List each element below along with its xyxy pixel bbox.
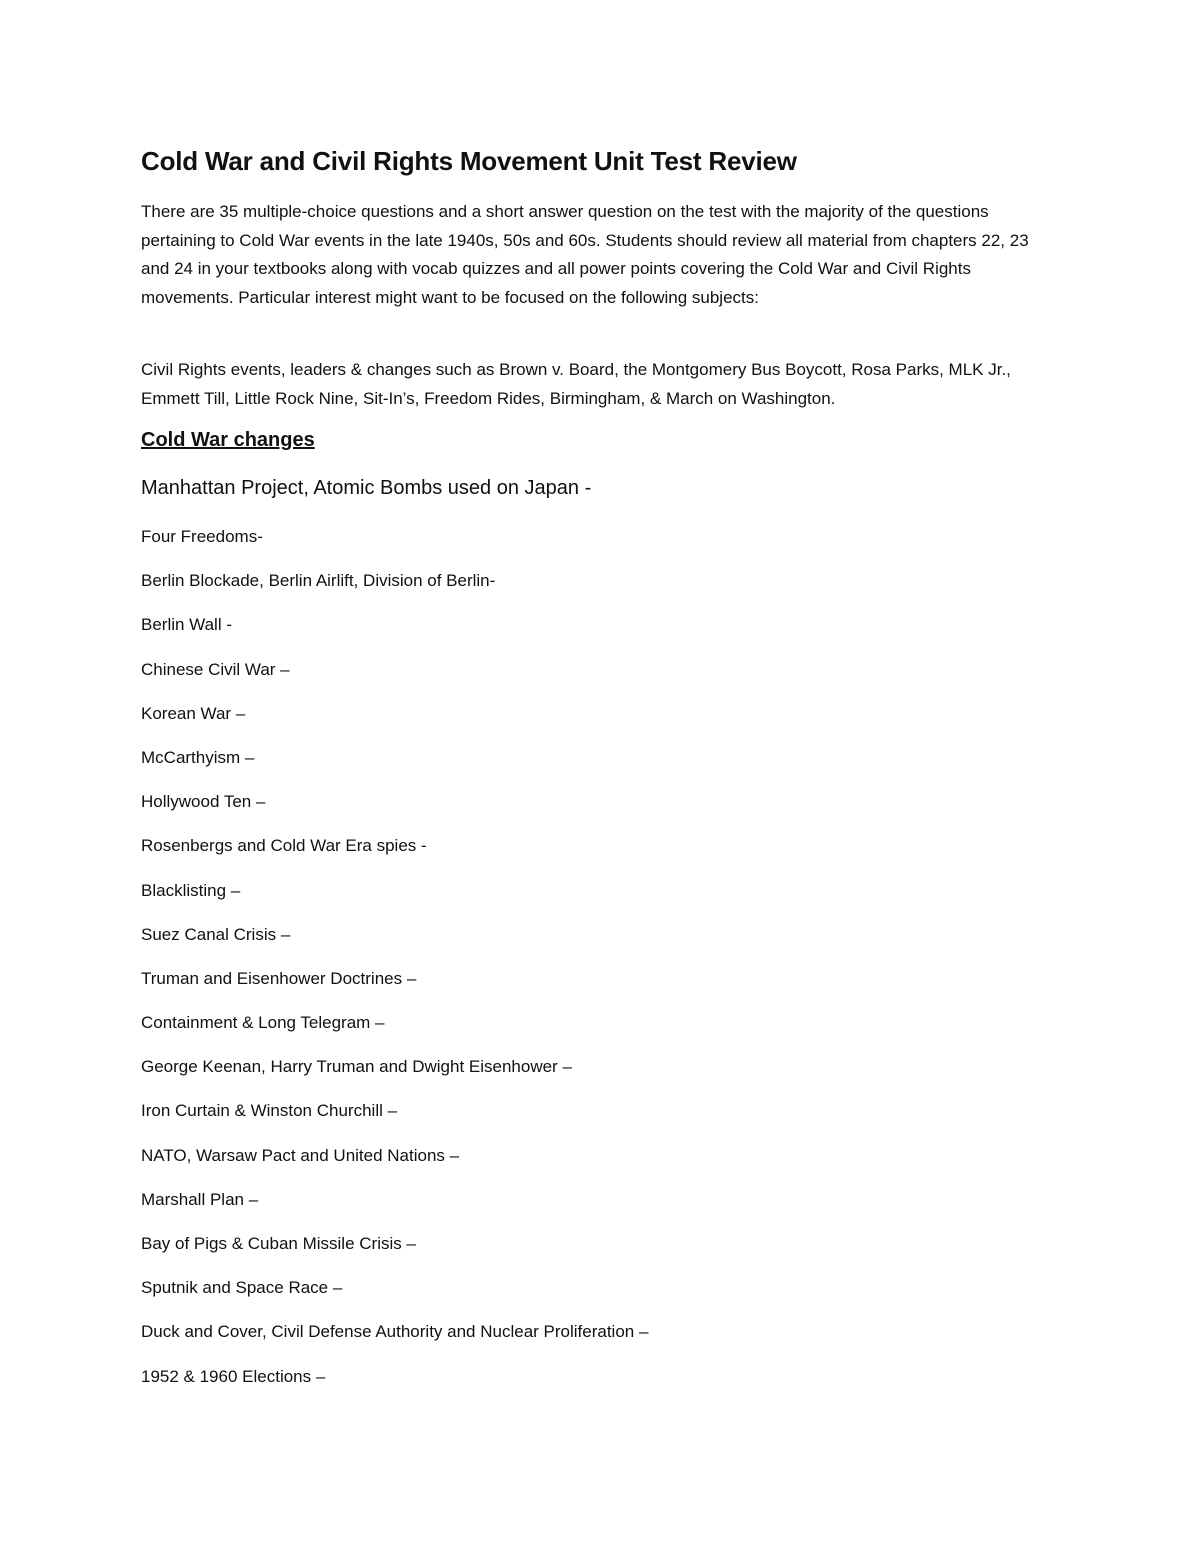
intro-paragraph: There are 35 multiple-choice questions and a short answer question on the test with the majority of the questions pertaining to Cold War events in the late 1940s, 50s and 60s. Students should review all material from chapters 22, 23 and 24 in your textbooks along with vocab quizzes and all power points covering the Cold War and Civil Rights movements. Particular interest might want to be focused on the following subjects: — [141, 202, 1029, 307]
topic-item: Four Freedoms- — [141, 527, 263, 546]
topic-item: Duck and Cover, Civil Defense Authority and Nuclear Proliferation – — [141, 1322, 649, 1342]
cold-war-changes-heading: Cold War changes — [141, 429, 315, 451]
topic-item: Truman and Eisenhower Doctrines – — [141, 968, 417, 988]
document-title: Cold War and Civil Rights Movement Unit Test Review — [141, 146, 797, 176]
topic-item: Suez Canal Crisis – — [141, 924, 291, 944]
topic-item: Bay of Pigs & Cuban Missile Crisis – — [141, 1234, 416, 1253]
topic-item: Sputnik and Space Race – — [141, 1278, 343, 1298]
topic-item: Berlin Blockade, Berlin Airlift, Division of Berlin- — [141, 571, 496, 591]
topic-item: Blacklisting – — [141, 880, 241, 900]
topic-item: NATO, Warsaw Pact and United Nations – — [141, 1145, 460, 1165]
topic-item: George Keenan, Harry Truman and Dwight Eisenhower – — [141, 1057, 572, 1077]
cold-war-topic-list — [141, 524, 648, 1408]
topic-item: Hollywood Ten – — [141, 792, 266, 812]
manhattan-project-line: Manhattan Project, Atomic Bombs used on Japan - — [141, 477, 592, 499]
topic-item: Containment & Long Telegram – — [141, 1013, 385, 1033]
topic-item: Marshall Plan – — [141, 1189, 259, 1209]
topic-item: Berlin Wall - — [141, 615, 232, 635]
topic-item: Rosenbergs and Cold War Era spies - — [141, 836, 427, 856]
topic-item: 1952 & 1960 Elections – — [141, 1366, 326, 1386]
topic-item: Chinese Civil War – — [141, 659, 290, 679]
topic-item: Korean War – — [141, 703, 246, 723]
topic-item: Iron Curtain & Winston Churchill – — [141, 1101, 398, 1121]
topic-item: McCarthyism – — [141, 747, 255, 767]
civil-rights-paragraph: Civil Rights events, leaders & changes such as Brown v. Board, the Montgomery Bus Boycott, Rosa Parks, MLK Jr., Emmett Till, Little Rock Nine, Sit-In’s, Freedom Rides, Birmingham, & March on Washington. — [141, 360, 1011, 408]
